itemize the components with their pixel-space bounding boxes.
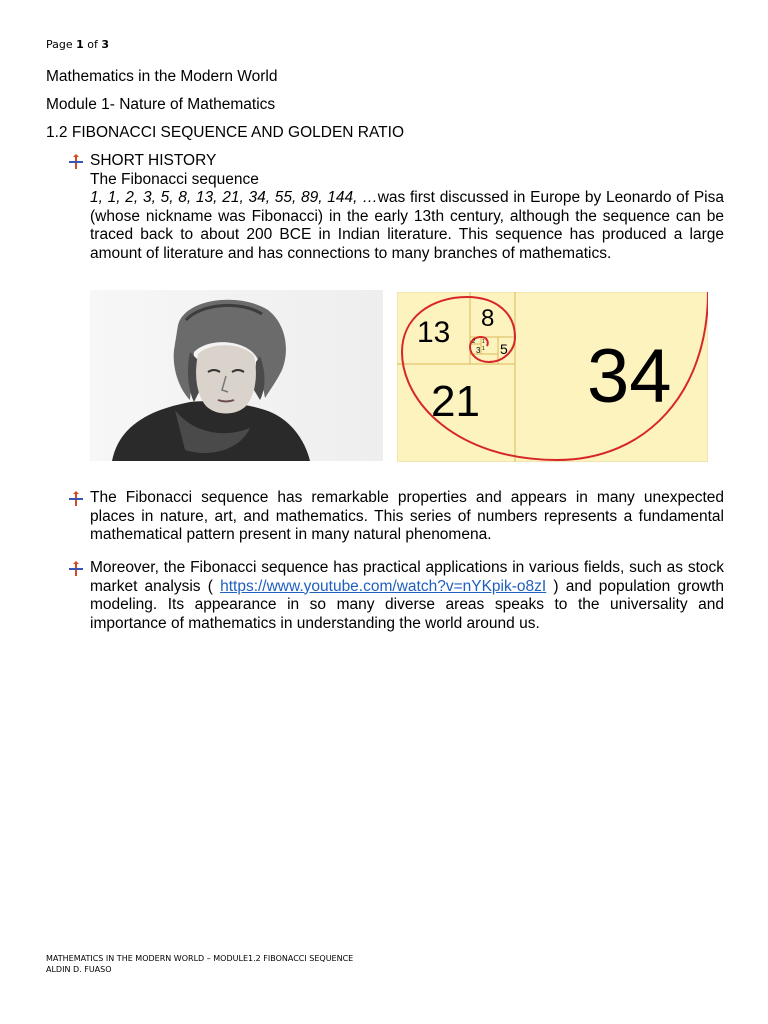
page-footer: MATHEMATICS IN THE MODERN WORLD – MODULE1.2 FIBONACCI SEQUENCE ALDIN D. FUASO	[46, 954, 354, 974]
youtube-link[interactable]: https://www.youtube.com/watch?v=nYKpik-o8zI	[220, 577, 547, 595]
bullet-plus-icon	[68, 491, 84, 507]
fibonacci-spiral-diagram	[397, 292, 708, 462]
history-paragraph	[90, 189, 724, 263]
fibonacci-portrait	[90, 290, 383, 461]
label-1b: 1	[482, 346, 485, 352]
label-2: 2	[472, 339, 476, 345]
course-title: Mathematics in the Modern World	[46, 68, 278, 85]
section-heading: SHORT HISTORY	[90, 152, 217, 169]
topic-title: 1.2 FIBONACCI SEQUENCE AND GOLDEN RATIO	[46, 124, 405, 141]
section-subheading: The Fibonacci sequence	[90, 170, 259, 188]
bullet-practical-applications	[68, 559, 724, 633]
label-21: 21	[431, 377, 480, 426]
label-5: 5	[500, 341, 508, 357]
fibonacci-sequence: 1, 1, 2, 3, 5, 8, 13, 21, 34, 55, 89, 144, …	[90, 189, 378, 206]
module-title: Module 1- Nature of Mathematics	[46, 96, 276, 113]
short-history-section	[68, 152, 724, 263]
bullet-remarkable-properties	[68, 489, 724, 545]
bullet-plus-icon	[68, 561, 84, 577]
label-3: 3	[476, 346, 481, 355]
history-text: was first discussed in Europe by Leonardo of Pisa (whose nickname was Fibonacci) in the early 13th century, although the sequence can be traced back to about 200 BCE in Indian literature. This sequence has produced a large amount of literature and has connections to many branches of mathematics.	[90, 189, 724, 262]
label-34: 34	[587, 334, 672, 419]
bullet-text: Moreover, the Fibonacci sequence has practical applications in various fields, such as stock market analysis ( https://www.youtube.com/watch?v=nYKpik-o8zI ) and population growth modeling. Its appearance in so many diverse areas speaks to the universality and importance of mathematics in understanding the world around us.	[90, 559, 725, 632]
label-8: 8	[481, 305, 495, 332]
label-1a: 1	[482, 339, 485, 345]
label-13: 13	[417, 316, 451, 349]
page-number: Page 1 of 3	[46, 38, 110, 51]
bullet-text: The Fibonacci sequence has remarkable properties and appears in many unexpected places in nature, art, and mathematics. This series of numbers represents a fundamental mathematical pattern present in many natural phenomena.	[90, 489, 724, 543]
bullet-plus-icon	[68, 154, 84, 170]
